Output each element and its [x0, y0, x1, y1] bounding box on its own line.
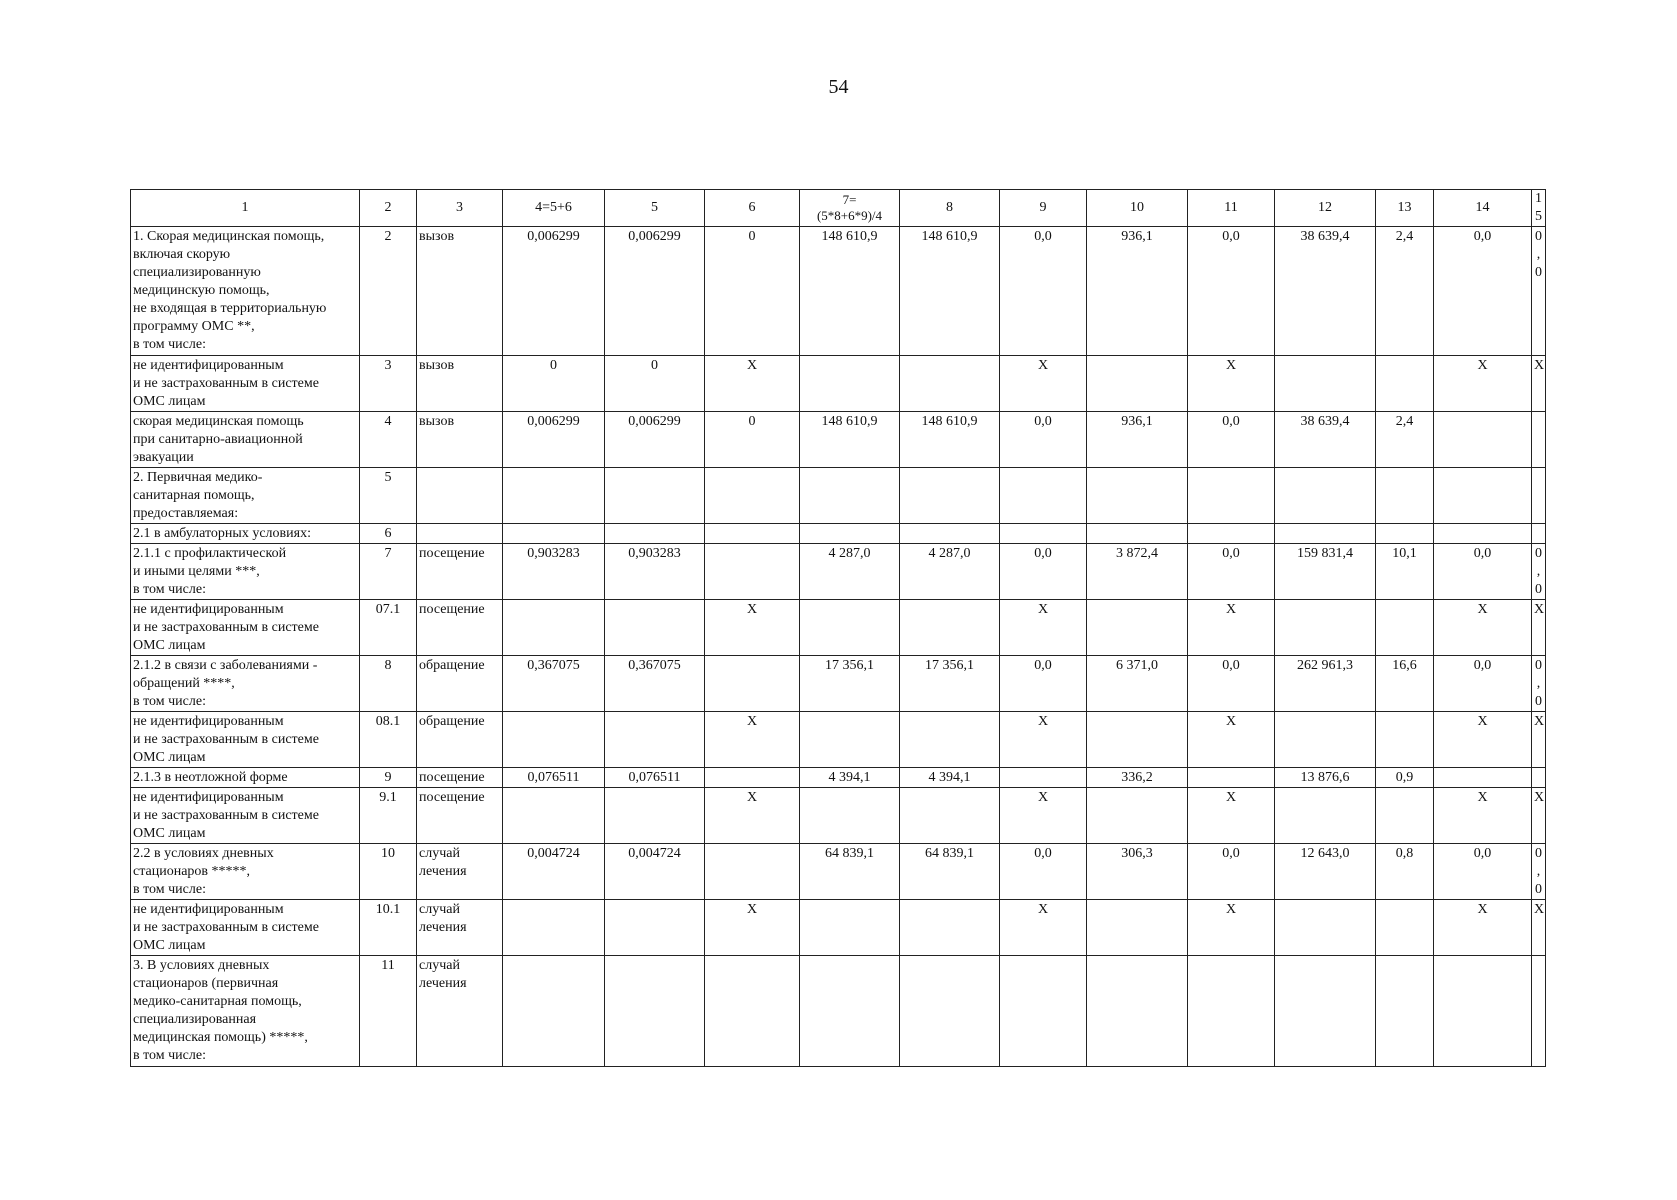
row-number-cell: 7 [360, 544, 417, 600]
table-row [131, 524, 1546, 544]
value-cell-col-4 [503, 600, 605, 656]
value-cell-col-4: 0,004724 [503, 844, 605, 900]
value-cell-col-15: 0,0 [1532, 656, 1546, 712]
value-cell-col-10 [1087, 524, 1188, 544]
value-cell-col-13 [1376, 468, 1434, 524]
value-cell-col-14 [1434, 412, 1532, 468]
value-cell-col-12: 159 831,4 [1275, 544, 1376, 600]
row-number-cell: 10 [360, 844, 417, 900]
row-unit-cell: случай лечения [417, 844, 503, 900]
value-cell-col-12: 38 639,4 [1275, 412, 1376, 468]
value-cell-col-8: 148 610,9 [900, 227, 1000, 356]
row-name-cell: 2.1.2 в связи с заболеваниями - обращений ****, в том числе: [131, 656, 360, 712]
value-cell-col-5: 0,076511 [605, 768, 705, 788]
table-row [131, 768, 1546, 788]
value-cell-col-6 [705, 956, 800, 1067]
value-cell-col-9: 0,0 [1000, 227, 1087, 356]
value-cell-col-8 [900, 356, 1000, 412]
table-row [131, 844, 1546, 900]
table-row [131, 356, 1546, 412]
row-name-cell: не идентифицированным и не застрахованным в системе ОМС лицам [131, 600, 360, 656]
data-table [130, 189, 1546, 1067]
value-cell-col-7: 64 839,1 [800, 844, 900, 900]
row-number-cell: 5 [360, 468, 417, 524]
value-cell-col-10: 336,2 [1087, 768, 1188, 788]
value-cell-col-7: 4 287,0 [800, 544, 900, 600]
row-number-cell: 10.1 [360, 900, 417, 956]
table-row [131, 788, 1546, 844]
value-cell-col-12 [1275, 468, 1376, 524]
value-cell-col-13: 0,9 [1376, 768, 1434, 788]
table-row [131, 656, 1546, 712]
row-unit-cell: посещение [417, 768, 503, 788]
row-name-cell: не идентифицированным и не застрахованным в системе ОМС лицам [131, 788, 360, 844]
value-cell-col-4 [503, 956, 605, 1067]
value-cell-col-6: 0 [705, 412, 800, 468]
table-row [131, 712, 1546, 768]
value-cell-col-8: 17 356,1 [900, 656, 1000, 712]
value-cell-col-11: 0,0 [1188, 412, 1275, 468]
header-cell-5: 5 [605, 190, 705, 227]
row-name-cell: не идентифицированным и не застрахованным в системе ОМС лицам [131, 712, 360, 768]
value-cell-col-7 [800, 356, 900, 412]
value-cell-col-13: 16,6 [1376, 656, 1434, 712]
value-cell-col-6 [705, 524, 800, 544]
value-cell-col-11: X [1188, 712, 1275, 768]
value-cell-col-7: 4 394,1 [800, 768, 900, 788]
row-name-cell: 2.1.3 в неотложной форме [131, 768, 360, 788]
value-cell-col-15: X [1532, 356, 1546, 412]
value-cell-col-12 [1275, 956, 1376, 1067]
row-unit-cell: вызов [417, 412, 503, 468]
value-cell-col-5: 0,004724 [605, 844, 705, 900]
row-number-cell: 4 [360, 412, 417, 468]
value-cell-col-8 [900, 712, 1000, 768]
value-cell-col-9 [1000, 768, 1087, 788]
value-cell-col-10 [1087, 788, 1188, 844]
value-cell-col-9: X [1000, 356, 1087, 412]
header-cell-13: 13 [1376, 190, 1434, 227]
value-cell-col-5 [605, 788, 705, 844]
value-cell-col-14: X [1434, 356, 1532, 412]
value-cell-col-15: X [1532, 788, 1546, 844]
value-cell-col-4: 0,367075 [503, 656, 605, 712]
value-cell-col-7: 148 610,9 [800, 227, 900, 356]
value-cell-col-13 [1376, 712, 1434, 768]
value-cell-col-9: 0,0 [1000, 656, 1087, 712]
value-cell-col-13 [1376, 524, 1434, 544]
row-number-cell: 11 [360, 956, 417, 1067]
value-cell-col-8: 4 287,0 [900, 544, 1000, 600]
value-cell-col-15: X [1532, 712, 1546, 768]
row-number-cell: 3 [360, 356, 417, 412]
row-number-cell: 2 [360, 227, 417, 356]
value-cell-col-4 [503, 712, 605, 768]
table-row [131, 468, 1546, 524]
row-number-cell: 07.1 [360, 600, 417, 656]
row-name-cell: скорая медицинская помощь при санитарно-авиационной эвакуации [131, 412, 360, 468]
value-cell-col-8 [900, 788, 1000, 844]
value-cell-col-12: 13 876,6 [1275, 768, 1376, 788]
value-cell-col-15: 0,0 [1532, 544, 1546, 600]
row-number-cell: 9.1 [360, 788, 417, 844]
value-cell-col-5 [605, 956, 705, 1067]
value-cell-col-9: X [1000, 600, 1087, 656]
value-cell-col-6 [705, 768, 800, 788]
value-cell-col-14 [1434, 468, 1532, 524]
value-cell-col-9 [1000, 524, 1087, 544]
value-cell-col-4: 0,006299 [503, 227, 605, 356]
value-cell-col-15: 0,0 [1532, 844, 1546, 900]
value-cell-col-9: 0,0 [1000, 412, 1087, 468]
value-cell-col-6 [705, 844, 800, 900]
header-cell-11: 11 [1188, 190, 1275, 227]
row-unit-cell: обращение [417, 656, 503, 712]
value-cell-col-13 [1376, 356, 1434, 412]
value-cell-col-6: X [705, 788, 800, 844]
value-cell-col-10 [1087, 900, 1188, 956]
value-cell-col-15 [1532, 956, 1546, 1067]
value-cell-col-4 [503, 788, 605, 844]
value-cell-col-14: 0,0 [1434, 844, 1532, 900]
row-number-cell: 6 [360, 524, 417, 544]
value-cell-col-5: 0,903283 [605, 544, 705, 600]
table-header [131, 190, 1546, 227]
value-cell-col-12: 262 961,3 [1275, 656, 1376, 712]
row-number-cell: 9 [360, 768, 417, 788]
value-cell-col-13: 2,4 [1376, 412, 1434, 468]
row-name-cell: 1. Скорая медицинская помощь, включая скорую специализированную медицинскую помощь, не входящая в территориальную программу ОМС **, в том числе: [131, 227, 360, 356]
value-cell-col-6: X [705, 356, 800, 412]
value-cell-col-9: X [1000, 712, 1087, 768]
value-cell-col-15: 0,0 [1532, 227, 1546, 356]
value-cell-col-7 [800, 788, 900, 844]
value-cell-col-6 [705, 656, 800, 712]
row-number-cell: 8 [360, 656, 417, 712]
value-cell-col-5 [605, 600, 705, 656]
value-cell-col-12: 38 639,4 [1275, 227, 1376, 356]
value-cell-col-8 [900, 900, 1000, 956]
header-row [131, 190, 1546, 227]
row-name-cell: 2.1 в амбулаторных условиях: [131, 524, 360, 544]
value-cell-col-14: 0,0 [1434, 227, 1532, 356]
value-cell-col-15 [1532, 468, 1546, 524]
value-cell-col-5 [605, 900, 705, 956]
value-cell-col-9: X [1000, 900, 1087, 956]
row-name-cell: не идентифицированным и не застрахованным в системе ОМС лицам [131, 900, 360, 956]
value-cell-col-11: 0,0 [1188, 844, 1275, 900]
value-cell-col-5: 0,006299 [605, 412, 705, 468]
row-unit-cell: случай лечения [417, 956, 503, 1067]
value-cell-col-10: 6 371,0 [1087, 656, 1188, 712]
value-cell-col-6: X [705, 712, 800, 768]
value-cell-col-13: 0,8 [1376, 844, 1434, 900]
value-cell-col-11: 0,0 [1188, 227, 1275, 356]
value-cell-col-12 [1275, 524, 1376, 544]
row-unit-cell: посещение [417, 788, 503, 844]
value-cell-col-7: 148 610,9 [800, 412, 900, 468]
header-cell-12: 12 [1275, 190, 1376, 227]
value-cell-col-10 [1087, 468, 1188, 524]
table-row [131, 544, 1546, 600]
header-cell-8: 8 [900, 190, 1000, 227]
value-cell-col-5 [605, 468, 705, 524]
value-cell-col-13 [1376, 788, 1434, 844]
value-cell-col-11: 0,0 [1188, 656, 1275, 712]
value-cell-col-8 [900, 956, 1000, 1067]
header-cell-6: 6 [705, 190, 800, 227]
value-cell-col-4: 0,006299 [503, 412, 605, 468]
row-unit-cell: посещение [417, 544, 503, 600]
value-cell-col-11: X [1188, 356, 1275, 412]
value-cell-col-6: X [705, 600, 800, 656]
value-cell-col-6: 0 [705, 227, 800, 356]
value-cell-col-11: X [1188, 900, 1275, 956]
row-name-cell: 2.2 в условиях дневных стационаров *****, в том числе: [131, 844, 360, 900]
value-cell-col-12 [1275, 900, 1376, 956]
value-cell-col-11 [1188, 524, 1275, 544]
table-row [131, 900, 1546, 956]
header-cell-2: 2 [360, 190, 417, 227]
value-cell-col-14: 0,0 [1434, 656, 1532, 712]
value-cell-col-10: 936,1 [1087, 227, 1188, 356]
value-cell-col-10 [1087, 956, 1188, 1067]
value-cell-col-15 [1532, 768, 1546, 788]
row-name-cell: не идентифицированным и не застрахованным в системе ОМС лицам [131, 356, 360, 412]
value-cell-col-12 [1275, 788, 1376, 844]
value-cell-col-14 [1434, 524, 1532, 544]
page-number: 54 [828, 76, 849, 98]
value-cell-col-8: 148 610,9 [900, 412, 1000, 468]
header-cell-3: 3 [417, 190, 503, 227]
value-cell-col-10 [1087, 600, 1188, 656]
value-cell-col-4 [503, 900, 605, 956]
value-cell-col-10 [1087, 712, 1188, 768]
value-cell-col-8: 4 394,1 [900, 768, 1000, 788]
value-cell-col-12 [1275, 600, 1376, 656]
value-cell-col-8: 64 839,1 [900, 844, 1000, 900]
table-row [131, 956, 1546, 1067]
value-cell-col-15: X [1532, 600, 1546, 656]
header-cell-4: 4=5+6 [503, 190, 605, 227]
row-name-cell: 3. В условиях дневных стационаров (первичная медико-санитарная помощь, специализированная медицинская помощь) *****, в том числе: [131, 956, 360, 1067]
value-cell-col-9 [1000, 468, 1087, 524]
value-cell-col-14: X [1434, 600, 1532, 656]
value-cell-col-14: X [1434, 712, 1532, 768]
value-cell-col-13 [1376, 956, 1434, 1067]
value-cell-col-8 [900, 524, 1000, 544]
row-name-cell: 2.1.1 с профилактической и иными целями ***, в том числе: [131, 544, 360, 600]
value-cell-col-10: 3 872,4 [1087, 544, 1188, 600]
value-cell-col-4 [503, 468, 605, 524]
value-cell-col-7 [800, 956, 900, 1067]
value-cell-col-4 [503, 524, 605, 544]
row-unit-cell: посещение [417, 600, 503, 656]
value-cell-col-11 [1188, 768, 1275, 788]
value-cell-col-11: X [1188, 788, 1275, 844]
value-cell-col-6 [705, 468, 800, 524]
value-cell-col-9 [1000, 956, 1087, 1067]
row-unit-cell: обращение [417, 712, 503, 768]
table-body [131, 227, 1546, 1067]
value-cell-col-15 [1532, 412, 1546, 468]
value-cell-col-12 [1275, 356, 1376, 412]
header-cell-7: 7= (5*8+6*9)/4 [800, 190, 900, 227]
value-cell-col-11 [1188, 468, 1275, 524]
value-cell-col-14: X [1434, 900, 1532, 956]
value-cell-col-5: 0,367075 [605, 656, 705, 712]
value-cell-col-14 [1434, 768, 1532, 788]
value-cell-col-12: 12 643,0 [1275, 844, 1376, 900]
value-cell-col-9: 0,0 [1000, 544, 1087, 600]
value-cell-col-10: 936,1 [1087, 412, 1188, 468]
value-cell-col-4: 0 [503, 356, 605, 412]
value-cell-col-11: X [1188, 600, 1275, 656]
value-cell-col-7 [800, 900, 900, 956]
value-cell-col-9: 0,0 [1000, 844, 1087, 900]
value-cell-col-14: 0,0 [1434, 544, 1532, 600]
table-row [131, 227, 1546, 356]
row-unit-cell: случай лечения [417, 900, 503, 956]
value-cell-col-5: 0 [605, 356, 705, 412]
value-cell-col-15 [1532, 524, 1546, 544]
row-unit-cell [417, 468, 503, 524]
value-cell-col-15: X [1532, 900, 1546, 956]
value-cell-col-8 [900, 468, 1000, 524]
header-cell-14: 14 [1434, 190, 1532, 227]
value-cell-col-13: 10,1 [1376, 544, 1434, 600]
value-cell-col-5 [605, 524, 705, 544]
table-row [131, 600, 1546, 656]
table-row [131, 412, 1546, 468]
value-cell-col-7: 17 356,1 [800, 656, 900, 712]
header-cell-9: 9 [1000, 190, 1087, 227]
value-cell-col-7 [800, 524, 900, 544]
value-cell-col-4: 0,076511 [503, 768, 605, 788]
value-cell-col-8 [900, 600, 1000, 656]
row-unit-cell: вызов [417, 356, 503, 412]
value-cell-col-11 [1188, 956, 1275, 1067]
value-cell-col-13 [1376, 900, 1434, 956]
value-cell-col-7 [800, 468, 900, 524]
value-cell-col-6 [705, 544, 800, 600]
value-cell-col-5: 0,006299 [605, 227, 705, 356]
value-cell-col-6: X [705, 900, 800, 956]
value-cell-col-14 [1434, 956, 1532, 1067]
row-name-cell: 2. Первичная медико- санитарная помощь, предоставляемая: [131, 468, 360, 524]
value-cell-col-9: X [1000, 788, 1087, 844]
header-cell-15: 15 [1532, 190, 1546, 227]
value-cell-col-7 [800, 712, 900, 768]
row-number-cell: 08.1 [360, 712, 417, 768]
row-unit-cell: вызов [417, 227, 503, 356]
value-cell-col-14: X [1434, 788, 1532, 844]
value-cell-col-12 [1275, 712, 1376, 768]
value-cell-col-7 [800, 600, 900, 656]
value-cell-col-11: 0,0 [1188, 544, 1275, 600]
value-cell-col-10: 306,3 [1087, 844, 1188, 900]
value-cell-col-13 [1376, 600, 1434, 656]
header-cell-1: 1 [131, 190, 360, 227]
header-cell-10: 10 [1087, 190, 1188, 227]
row-unit-cell [417, 524, 503, 544]
value-cell-col-5 [605, 712, 705, 768]
value-cell-col-13: 2,4 [1376, 227, 1434, 356]
value-cell-col-4: 0,903283 [503, 544, 605, 600]
value-cell-col-10 [1087, 356, 1188, 412]
